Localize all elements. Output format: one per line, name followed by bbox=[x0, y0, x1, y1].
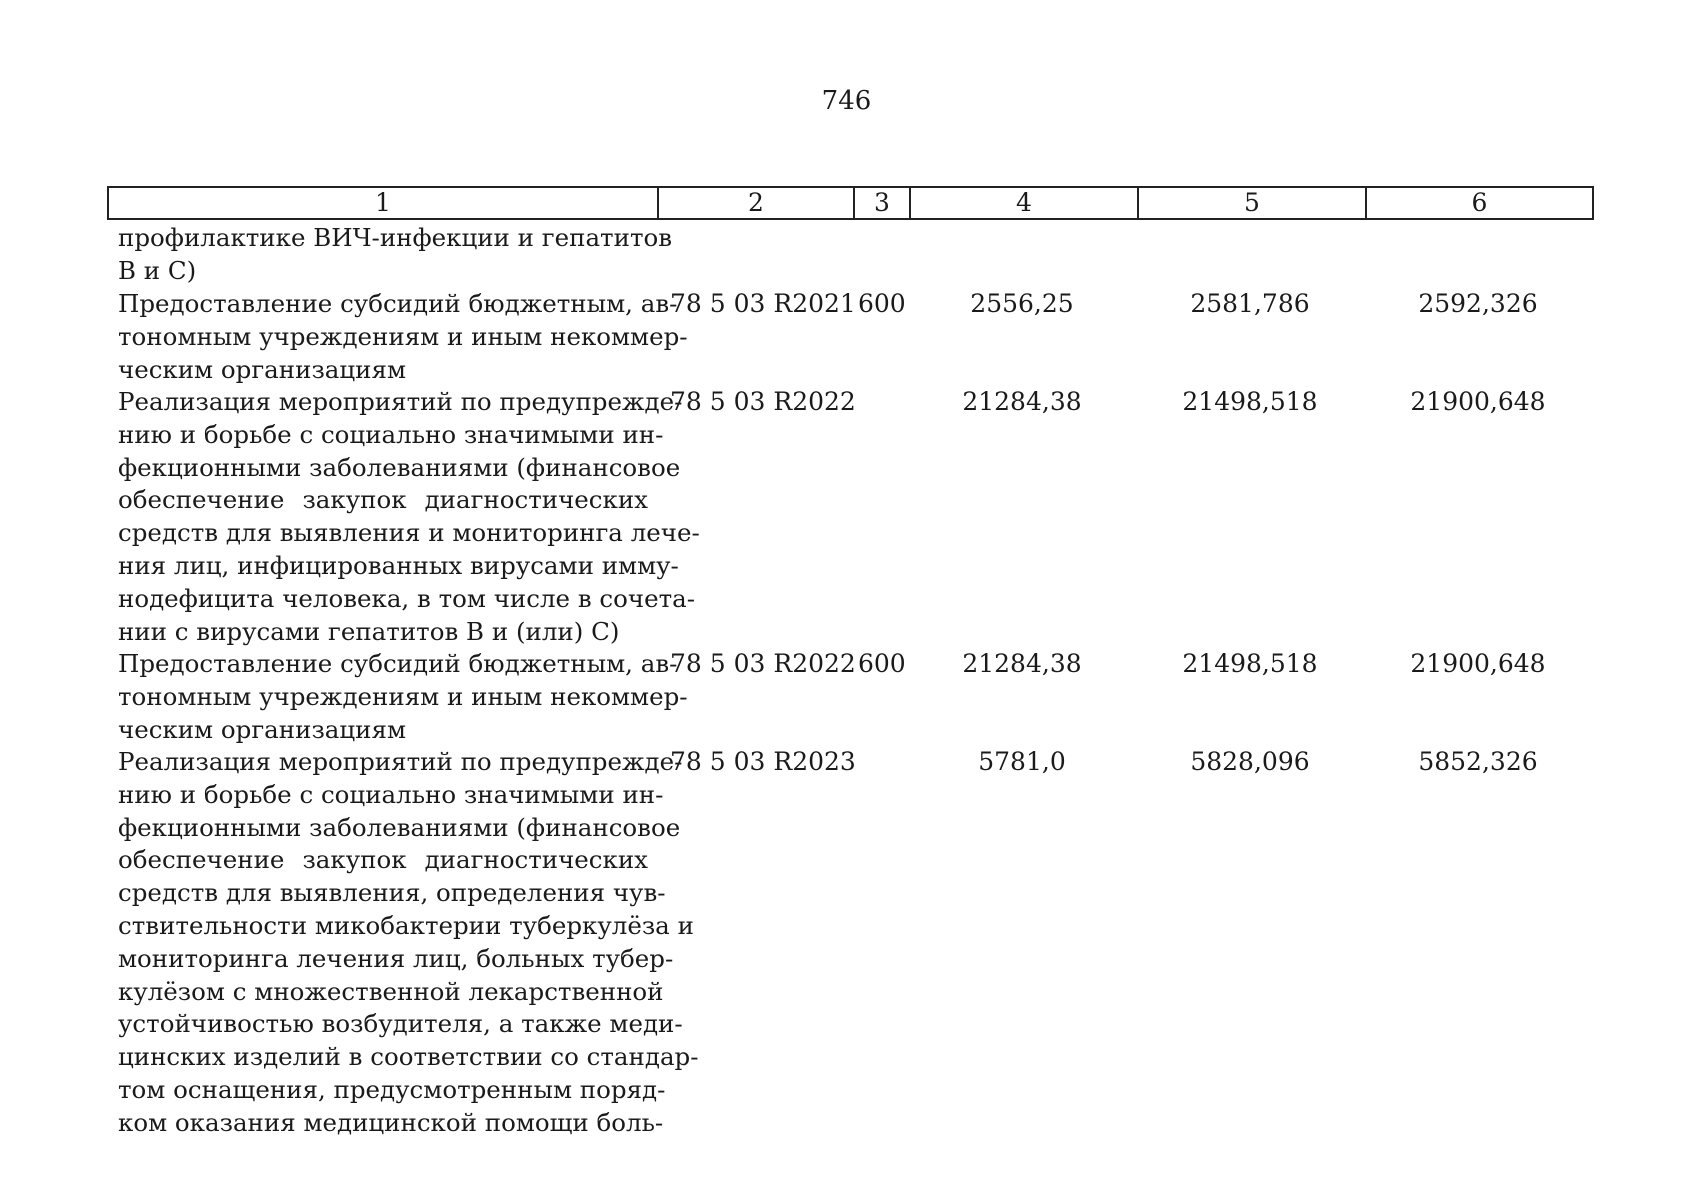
description-line: В и С) bbox=[118, 255, 197, 285]
row-code: 78 5 03 R2023 bbox=[670, 747, 856, 776]
row-code: 78 5 03 R2022 bbox=[670, 387, 856, 416]
row-value-5: 2581,786 bbox=[1190, 289, 1310, 318]
row-value-4: 5781,0 bbox=[978, 747, 1066, 776]
description-line: Предоставление субсидий бюджетным, ав- bbox=[118, 649, 678, 678]
description-line: том оснащения, предусмотренным поряд- bbox=[118, 1074, 666, 1104]
description-line: обеспечение закупок диагностических bbox=[118, 845, 648, 875]
description-line: средств для выявления, определения чув- bbox=[118, 878, 666, 908]
description-line: Предоставление субсидий бюджетным, ав- bbox=[118, 289, 678, 318]
description-line: тономным учреждениям и иным некоммер- bbox=[118, 681, 688, 711]
description-line: фекционными заболеваниями (финансовое bbox=[118, 812, 681, 842]
row-value-6: 21900,648 bbox=[1410, 649, 1546, 678]
description-line: Реализация мероприятий по предупрежде- bbox=[118, 747, 683, 776]
description-line: фекционными заболеваниями (финансовое bbox=[118, 452, 681, 482]
column-header-3: 3 bbox=[854, 187, 910, 219]
description-line: ком оказания медицинской помощи боль- bbox=[118, 1107, 664, 1137]
row-value-5: 5828,096 bbox=[1190, 747, 1310, 776]
row-value-4: 2556,25 bbox=[970, 289, 1074, 318]
description-line: нии с вирусами гепатитов В и (или) С) bbox=[118, 616, 620, 646]
description-line: Реализация мероприятий по предупрежде- bbox=[118, 387, 683, 416]
row-description bbox=[118, 288, 688, 386]
description-line: обеспечение закупок диагностических bbox=[118, 485, 648, 515]
description-line: ческим организациям bbox=[118, 354, 407, 384]
row-description bbox=[118, 746, 699, 1140]
column-header-row bbox=[107, 186, 1594, 220]
row-type: 600 bbox=[858, 289, 906, 318]
description-line: нию и борьбе с социально значимыми ин- bbox=[118, 779, 664, 809]
description-line: ствительности микобактерии туберкулёза и bbox=[118, 910, 694, 940]
description-line: нодефицита человека, в том числе в сочета- bbox=[118, 583, 696, 613]
description-line: цинских изделий в соответствии со стандар- bbox=[118, 1042, 699, 1072]
description-line: ческим организациям bbox=[118, 714, 407, 744]
column-header-1: 1 bbox=[108, 187, 658, 219]
description-line: тономным учреждениям и иным некоммер- bbox=[118, 321, 688, 351]
column-header-2: 2 bbox=[658, 187, 854, 219]
row-value-5: 21498,518 bbox=[1182, 649, 1318, 678]
row-code: 78 5 03 R2021 bbox=[670, 289, 856, 318]
row-type: 600 bbox=[858, 649, 906, 678]
row-value-6: 2592,326 bbox=[1418, 289, 1538, 318]
row-description bbox=[118, 222, 673, 288]
row-description bbox=[118, 648, 688, 746]
description-line: средств для выявления и мониторинга лече- bbox=[118, 518, 700, 548]
description-line: кулёзом с множественной лекарственной bbox=[118, 976, 664, 1006]
description-line: устойчивостью возбудителя, а также меди- bbox=[118, 1009, 683, 1039]
row-code: 78 5 03 R2022 bbox=[670, 649, 856, 678]
description-line: профилактике ВИЧ-инфекции и гепатитов bbox=[118, 223, 673, 252]
row-description bbox=[118, 386, 700, 648]
column-header-4: 4 bbox=[910, 187, 1138, 219]
row-value-5: 21498,518 bbox=[1182, 387, 1318, 416]
column-header-5: 5 bbox=[1138, 187, 1366, 219]
description-line: нию и борьбе с социально значимыми ин- bbox=[118, 419, 664, 449]
row-value-4: 21284,38 bbox=[962, 387, 1082, 416]
column-header-6: 6 bbox=[1366, 187, 1593, 219]
description-line: ния лиц, инфицированных вирусами имму- bbox=[118, 550, 679, 580]
description-line: мониторинга лечения лиц, больных тубер- bbox=[118, 943, 674, 973]
row-value-6: 21900,648 bbox=[1410, 387, 1546, 416]
page-number: 746 bbox=[821, 86, 872, 116]
row-value-6: 5852,326 bbox=[1418, 747, 1538, 776]
row-value-4: 21284,38 bbox=[962, 649, 1082, 678]
